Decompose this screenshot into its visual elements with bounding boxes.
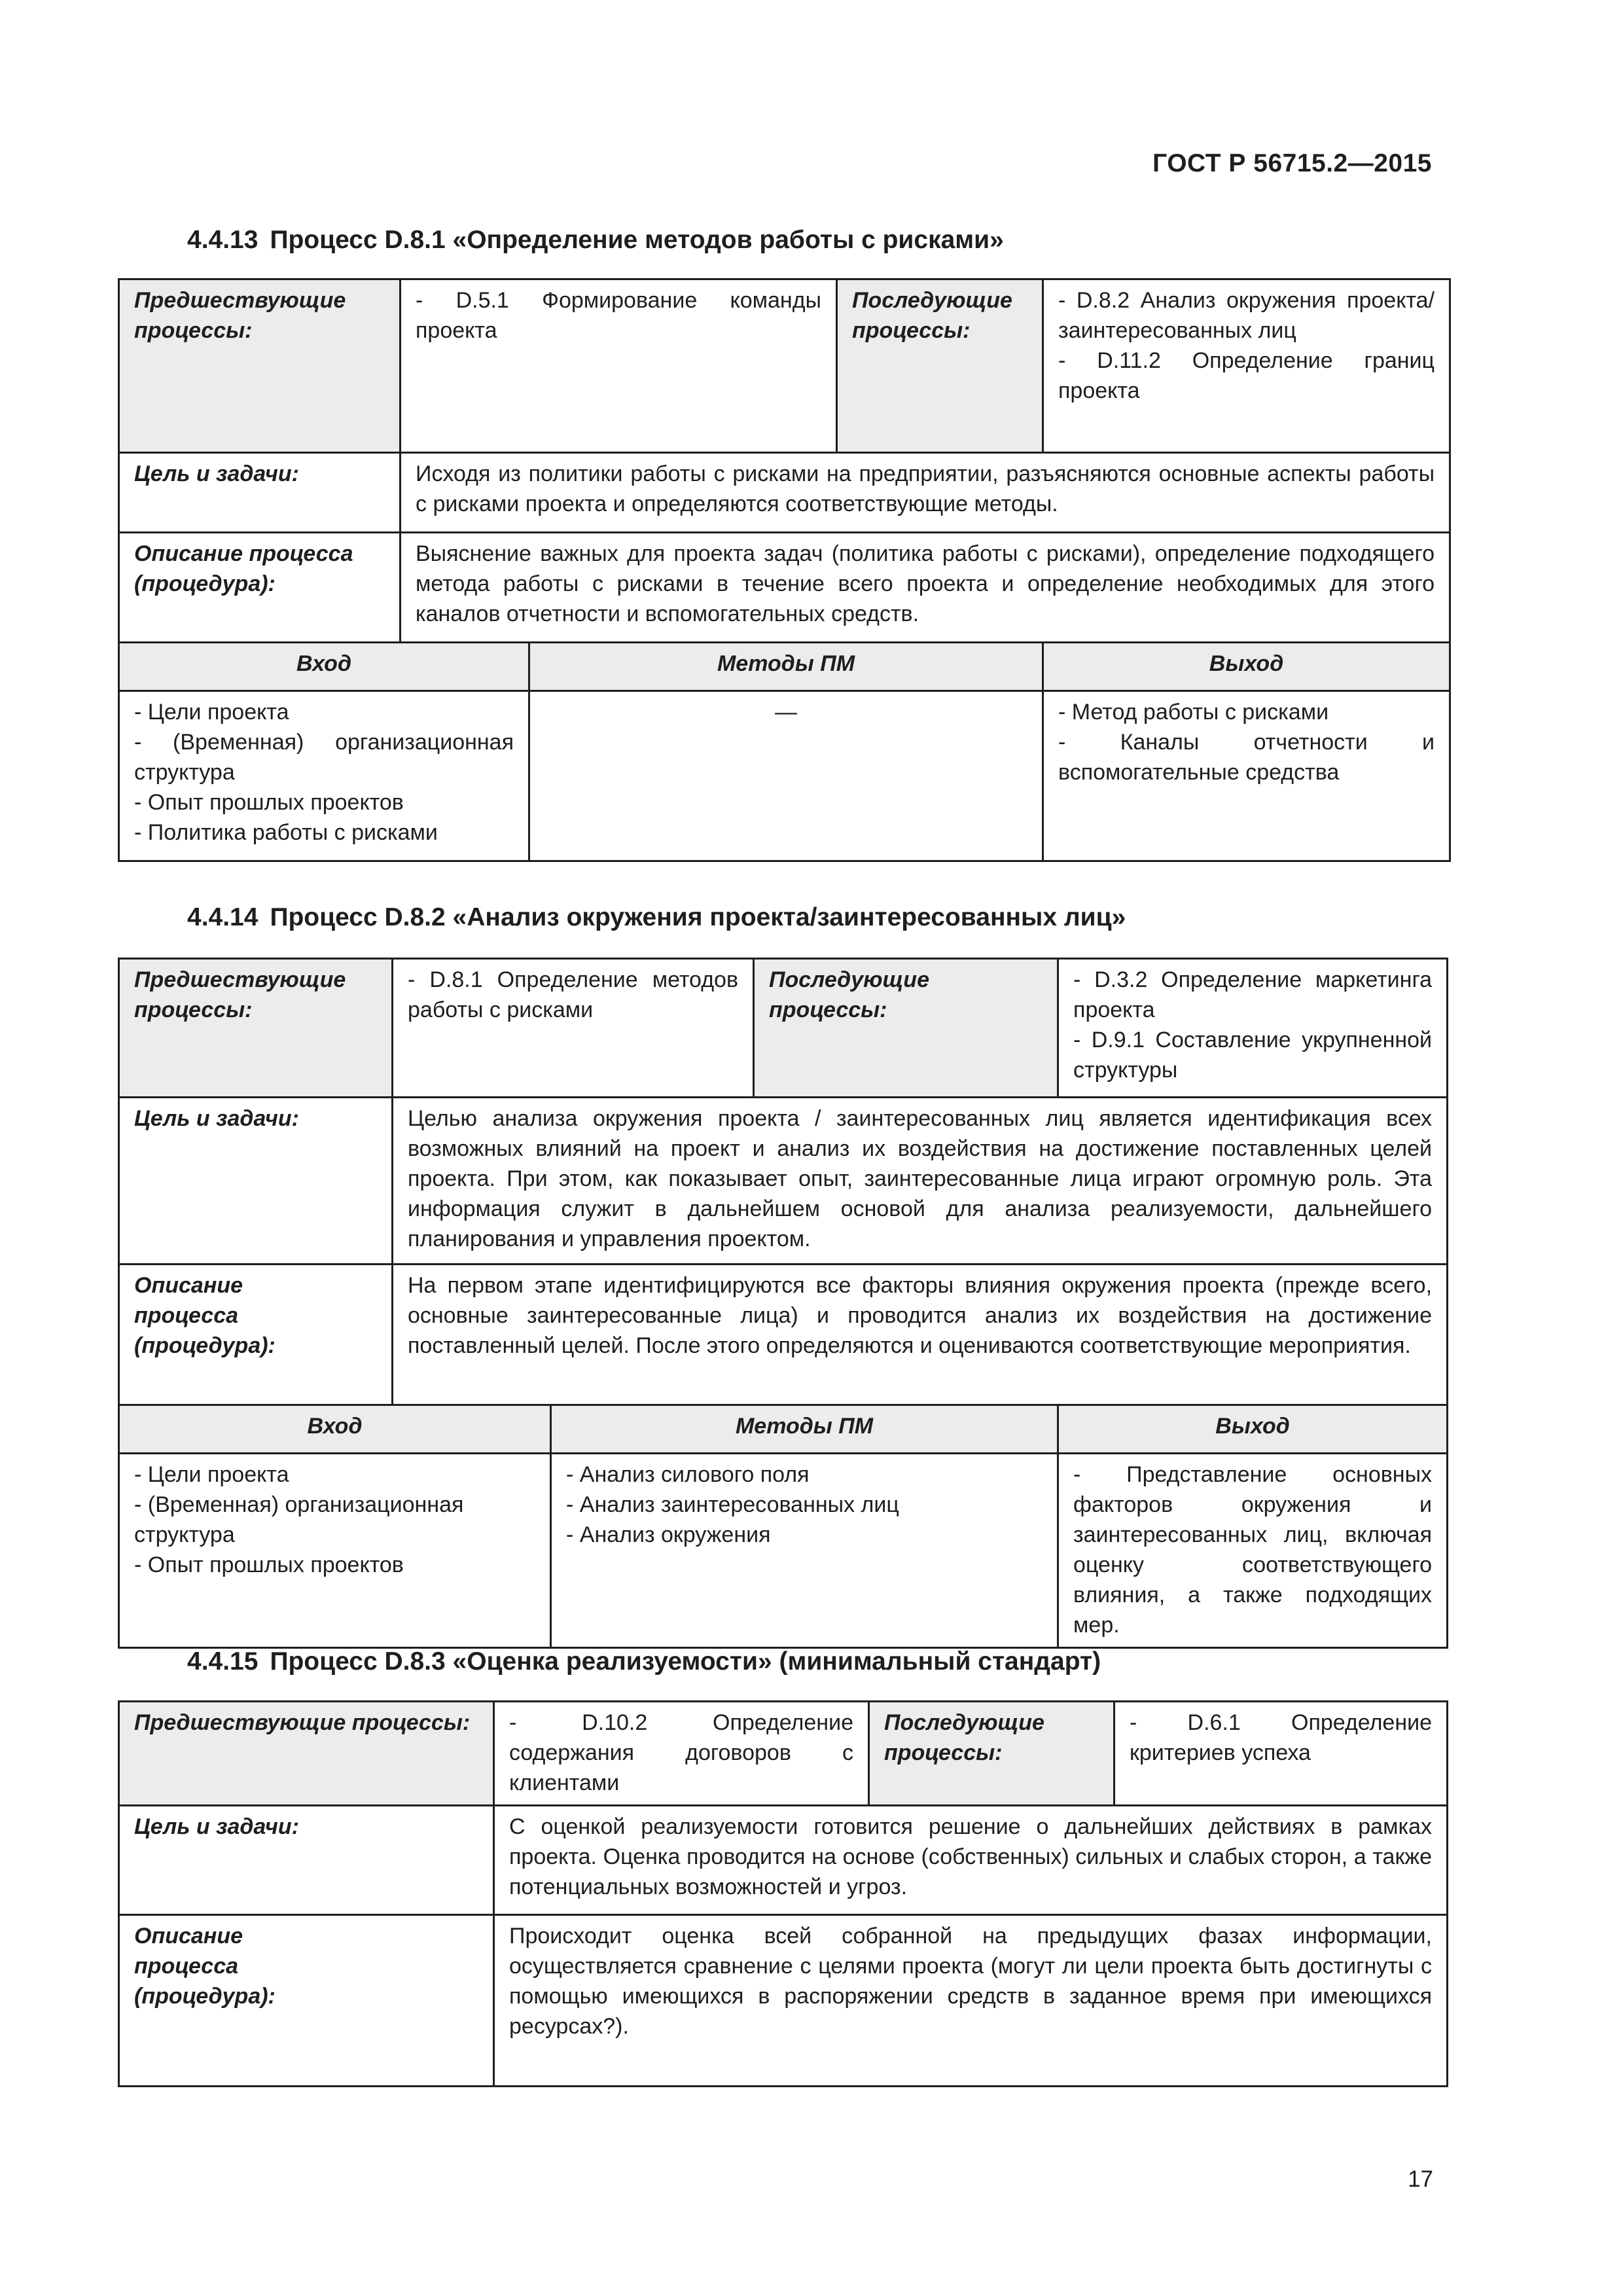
section-title-4-4-14	[187, 903, 1126, 932]
page-number: 17	[1408, 2166, 1433, 2192]
successor-item: - D.6.1 Определение критериев успеха	[1130, 1710, 1432, 1765]
methods-header: Методы ПМ	[529, 643, 1043, 691]
predecessors-label: Предшествующие процессы:	[119, 959, 393, 1098]
section-title-text: Процесс D.8.3 «Оценка реализуемости» (минимальный стандарт)	[270, 1647, 1101, 1676]
outputs-cell	[1043, 691, 1450, 861]
section-title-text: Процесс D.8.2 «Анализ окружения проекта/заинтересованных лиц»	[270, 903, 1126, 931]
successors-value	[1043, 279, 1450, 453]
process-table-d-8-3	[118, 1700, 1448, 2087]
description-value: Происходит оценка всей собранной на предыдущих фазах информации, осуществляется сравнение с целями проекта (могут ли цели проекта быть достигнуты с помощью имеющихся в распоряжении средств в заданное время при имеющихся ресурсах?).	[494, 1915, 1448, 2087]
process-table-d-8-2	[118, 958, 1448, 1649]
output-item: - Представление основных факторов окружения и заинтересованных лиц, включая оценку соответствующего влияния, а также подходящих мер.	[1073, 1462, 1433, 1638]
process-table-d-8-1	[118, 278, 1451, 862]
description-label: Описание процесса (процедура):	[119, 1915, 494, 2087]
input-item: - Опыт прошлых проектов	[134, 790, 404, 815]
successor-item: - D.8.2 Анализ окружения проекта/заинтересованных лиц	[1058, 288, 1435, 343]
successors-label: Последующие процессы:	[869, 1702, 1115, 1806]
predecessors-value: - D.5.1 Формирование команды проекта	[401, 279, 837, 453]
section-number: 4.4.14	[187, 903, 259, 931]
methods-cell	[551, 1454, 1058, 1648]
document-id: ГОСТ Р 56715.2—2015	[1152, 149, 1432, 177]
method-item: - Анализ силового поля	[566, 1462, 810, 1487]
input-item: - Цели проекта	[134, 1462, 289, 1487]
description-value: На первом этапе идентифицируются все факторы влияния окружения проекта (прежде всего, основные заинтересованные лица) и проводится анализ их воздействия на достижение поставленный целей. После этого определяются и оцениваются соответствующие мероприятия.	[393, 1265, 1448, 1405]
input-item: - Политика работы с рисками	[134, 820, 438, 845]
outputs-cell	[1058, 1454, 1448, 1648]
successors-value	[1058, 959, 1448, 1098]
method-item: - Анализ окружения	[566, 1522, 771, 1547]
input-header: Вход	[119, 1405, 551, 1454]
goal-value: Исходя из политики работы с рисками на предприятии, разъясняются основные аспекты работы с рисками проекта и определяются соответствующие методы.	[401, 453, 1450, 533]
input-item: - (Временная) организационная структура	[134, 730, 514, 785]
goal-value: С оценкой реализуемости готовится решение о дальнейших действиях в рамках проекта. Оценка проводится на основе (собственных) сильных и слабых сторон, а также потенциальных возможностей и угроз.	[494, 1806, 1448, 1915]
input-item: - Опыт прошлых проектов	[134, 1552, 404, 1577]
description-label: Описание процесса (процедура):	[119, 533, 401, 643]
predecessors-label: Предшествующие процессы:	[119, 1702, 494, 1806]
successors-label: Последующие процессы:	[837, 279, 1043, 453]
goal-value: Целью анализа окружения проекта / заинтересованных лиц является идентификация всех возможных влияний на проект и анализ их воздействия на достижение поставленных целей проекта. При этом, как показывает опыт, заинтересованные лица играют огромную роль. Эта информация служит в дальнейшем основой для анализа реализуемости, дальнейшего планирования и управления проектом.	[393, 1098, 1448, 1265]
inputs-cell	[119, 691, 529, 861]
method-item: - Анализ заинтересованных лиц	[566, 1492, 899, 1517]
section-title-4-4-13	[187, 226, 1004, 255]
section-title-4-4-15	[187, 1647, 1101, 1676]
section-number: 4.4.15	[187, 1647, 259, 1676]
goal-label: Цель и задачи:	[119, 1098, 393, 1265]
output-item: - Каналы отчетности и вспомогательные средства	[1058, 730, 1435, 785]
predecessors-value: - D.10.2 Определение содержания договоров с клиентами	[494, 1702, 869, 1806]
output-header: Выход	[1043, 643, 1450, 691]
inputs-cell	[119, 1454, 551, 1648]
methods-header: Методы ПМ	[551, 1405, 1058, 1454]
successor-item: - D.9.1 Составление укрупненной структуры	[1073, 1028, 1433, 1083]
goal-label: Цель и задачи:	[119, 1806, 494, 1915]
successors-label: Последующие процессы:	[754, 959, 1058, 1098]
methods-cell: —	[529, 691, 1043, 861]
successor-item: - D.11.2 Определение границ проекта	[1058, 348, 1435, 403]
output-header: Выход	[1058, 1405, 1448, 1454]
predecessors-value: - D.8.1 Определение методов работы с рисками	[393, 959, 754, 1098]
description-value: Выяснение важных для проекта задач (политика работы с рисками), определение подходящего метода работы с рисками в течение всего проекта и определение необходимых для этого каналов отчетности и вспомогательных средств.	[401, 533, 1450, 643]
section-number: 4.4.13	[187, 226, 259, 254]
goal-label: Цель и задачи:	[119, 453, 401, 533]
output-item: - Метод работы с рисками	[1058, 700, 1329, 725]
predecessors-label: Предшествующие процессы:	[119, 279, 401, 453]
input-header: Вход	[119, 643, 529, 691]
description-label: Описание процесса (процедура):	[119, 1265, 393, 1405]
input-item: - Цели проекта	[134, 700, 289, 725]
input-item: - (Временная) организационная структура	[134, 1492, 464, 1547]
successors-value	[1115, 1702, 1448, 1806]
section-title-text: Процесс D.8.1 «Определение методов работы с рисками»	[270, 226, 1004, 254]
successor-item: - D.3.2 Определение маркетинга проекта	[1073, 967, 1433, 1022]
